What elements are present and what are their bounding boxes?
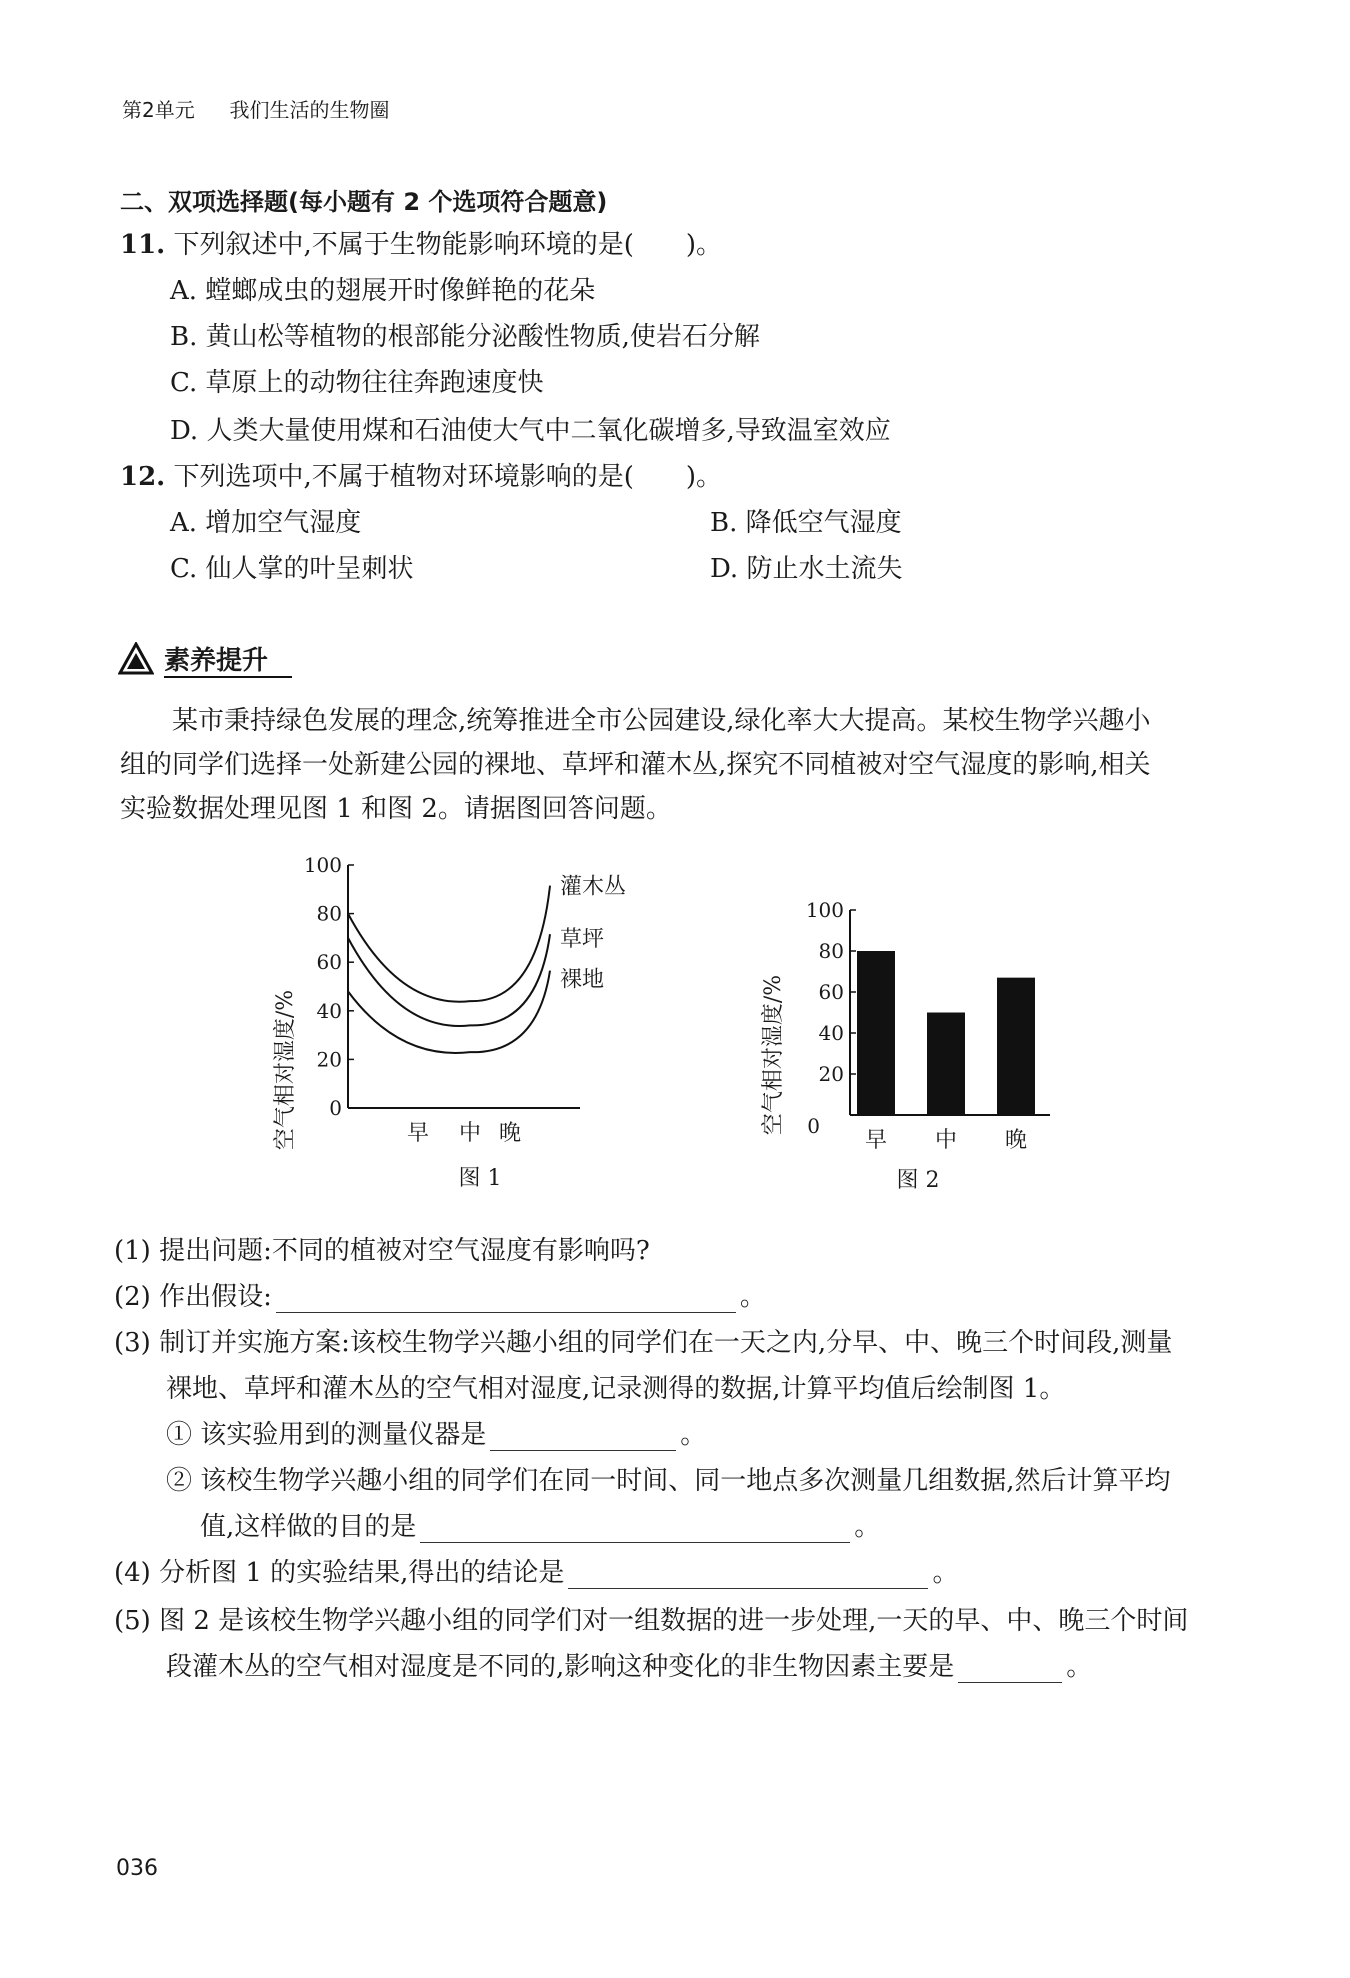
x-tick-label: 中 — [458, 1121, 482, 1146]
subquestion-1: (1) 提出问题:不同的植被对空气湿度有影响吗? — [114, 1236, 650, 1266]
subquestion-3-1 — [166, 1414, 706, 1451]
series-label: 草坪 — [560, 927, 605, 953]
section-title: 二、双项选择题(每小题有 2 个选项符合题意) — [120, 188, 608, 216]
figure-2-plot — [806, 898, 1050, 1153]
series-line-1 — [348, 934, 550, 1026]
heading-underline — [164, 676, 292, 678]
subquestion-5-line-2 — [166, 1646, 1092, 1683]
question-11 — [120, 224, 722, 261]
subquestion-2-label: (2) 作出假设: — [114, 1282, 272, 1312]
q12-option-b: B. 降低空气湿度 — [710, 508, 902, 538]
x-tick-label: 晚 — [498, 1121, 522, 1146]
subquestion-2 — [114, 1276, 766, 1313]
y-tick-label: 100 — [805, 898, 844, 922]
q12-option-d: D. 防止水土流失 — [710, 554, 903, 584]
figure-2-caption: 图 2 — [896, 1168, 940, 1193]
figure-1-plot — [304, 853, 626, 1146]
q11-option-a: A. 螳螂成虫的翅展开时像鲜艳的花朵 — [170, 276, 596, 306]
question-number: 12. — [120, 462, 166, 492]
figure-1-caption: 图 1 — [458, 1166, 502, 1191]
literacy-heading — [118, 640, 308, 680]
subquestion-4-text: (4) 分析图 1 的实验结果,得出的结论是 — [114, 1558, 565, 1588]
intro-line-1: 某市秉持绿色发展的理念,统筹推进全市公园建设,绿化率大大提高。某校生物学兴趣小 — [172, 706, 1151, 736]
x-tick-label: 晚 — [1004, 1128, 1028, 1153]
figure-2-ylabel: 空气相对湿度/% — [761, 974, 786, 1136]
figure-1-ylabel: 空气相对湿度/% — [273, 989, 298, 1151]
literacy-title: 素养提升 — [164, 646, 269, 676]
bar — [997, 978, 1035, 1115]
subquestion-3-line-1: (3) 制订并实施方案:该校生物学兴趣小组的同学们在一天之内,分早、中、晚三个时间段,测量 — [114, 1328, 1173, 1358]
q12-option-c: C. 仙人掌的叶呈刺状 — [170, 554, 414, 584]
warning-triangle-icon — [118, 642, 154, 676]
q11-option-d: D. 人类大量使用煤和石油使大气中二氧化碳增多,导致温室效应 — [170, 416, 891, 446]
x-tick-label: 早 — [406, 1121, 430, 1146]
q11-option-b: B. 黄山松等植物的根部能分泌酸性物质,使岩石分解 — [170, 322, 760, 352]
period: 。 — [739, 1282, 766, 1312]
subquestion-3-line-2: 裸地、草坪和灌木丛的空气相对湿度,记录测得的数据,计算平均值后绘制图 1。 — [166, 1374, 1066, 1404]
purpose-blank[interactable] — [420, 1516, 850, 1543]
y-tick-label: 60 — [316, 950, 342, 975]
y-tick-label: 0 — [807, 1114, 820, 1138]
figure-1-line-chart — [260, 845, 710, 1205]
subquestion-3-2-line-1: ② 该校生物学兴趣小组的同学们在同一时间、同一地点多次测量几组数据,然后计算平均 — [166, 1466, 1171, 1496]
subquestion-3-2-line-2 — [200, 1506, 880, 1543]
period: 。 — [680, 1420, 707, 1450]
subquestion-3-1-text: ① 该实验用到的测量仪器是 — [166, 1420, 487, 1450]
x-tick-label: 早 — [864, 1128, 888, 1153]
q11-option-c: C. 草原上的动物往往奔跑速度快 — [170, 368, 544, 398]
question-stem: 下列选项中,不属于植物对环境影响的是( )。 — [173, 462, 723, 492]
conclusion-blank[interactable] — [568, 1562, 928, 1589]
series-label: 灌木丛 — [560, 874, 627, 900]
unit-title: 我们生活的生物圈 — [229, 98, 390, 122]
bar — [927, 1013, 965, 1116]
subquestion-5-line-1: (5) 图 2 是该校生物学兴趣小组的同学们对一组数据的进一步处理,一天的早、中、晚三个时间 — [114, 1606, 1189, 1636]
question-number: 11. — [120, 230, 166, 260]
running-header — [122, 94, 389, 123]
x-tick-label: 中 — [934, 1128, 958, 1153]
y-tick-label: 100 — [303, 853, 342, 877]
subquestion-5-text: 段灌木丛的空气相对湿度是不同的,影响这种变化的非生物因素主要是 — [166, 1652, 955, 1682]
period: 。 — [854, 1512, 881, 1542]
series-label: 裸地 — [560, 967, 605, 993]
hypothesis-blank[interactable] — [276, 1286, 736, 1313]
instrument-blank[interactable] — [490, 1424, 676, 1451]
period: 。 — [932, 1558, 959, 1588]
question-12 — [120, 456, 722, 493]
subquestion-3-2-text: 值,这样做的目的是 — [200, 1512, 417, 1542]
period: 。 — [1066, 1652, 1093, 1682]
question-stem: 下列叙述中,不属于生物能影响环境的是( )。 — [173, 230, 723, 260]
figure-2-bar-chart — [750, 890, 1080, 1205]
y-tick-label: 60 — [818, 980, 844, 1004]
bar — [857, 951, 895, 1115]
subquestion-4 — [114, 1552, 958, 1589]
y-tick-label: 0 — [329, 1096, 342, 1120]
page-number: 036 — [116, 1856, 158, 1881]
intro-line-3: 实验数据处理见图 1 和图 2。请据图回答问题。 — [120, 794, 672, 824]
y-tick-label: 80 — [316, 901, 342, 926]
y-tick-label: 40 — [316, 998, 342, 1023]
intro-line-2: 组的同学们选择一处新建公园的裸地、草坪和灌木丛,探究不同植被对空气湿度的影响,相关 — [120, 750, 1151, 780]
unit-label: 第2单元 — [122, 98, 195, 122]
y-tick-label: 20 — [316, 1047, 342, 1072]
y-tick-label: 40 — [818, 1021, 844, 1045]
factor-blank[interactable] — [958, 1656, 1062, 1683]
y-tick-label: 80 — [818, 939, 844, 963]
q12-option-a: A. 增加空气湿度 — [170, 508, 362, 538]
y-tick-label: 20 — [818, 1062, 844, 1086]
